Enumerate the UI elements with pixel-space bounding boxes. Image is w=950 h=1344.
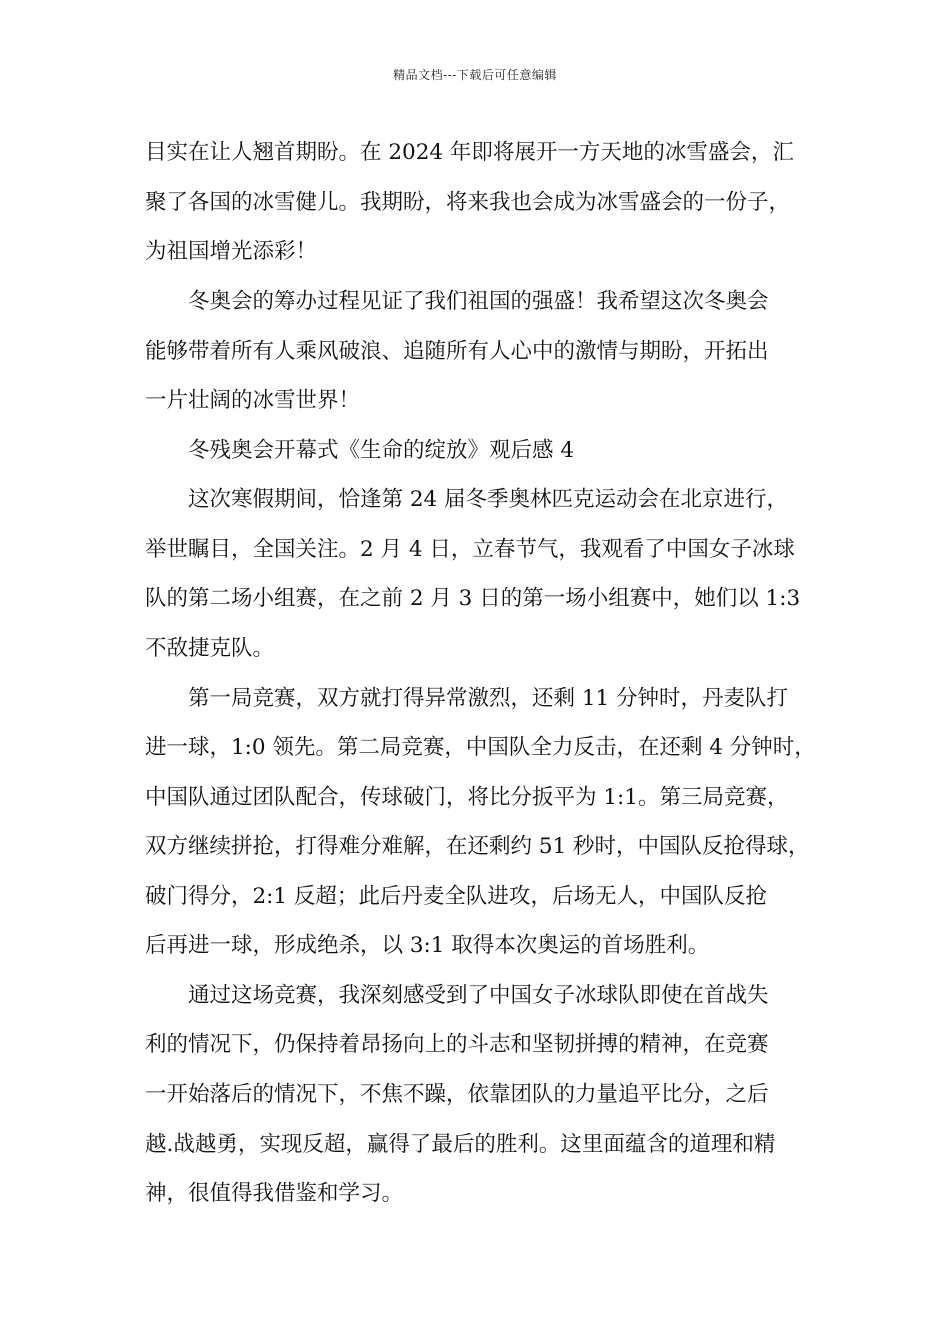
text-line: 不敌捷克队。 bbox=[145, 636, 275, 661]
text-line: 破门得分，2:1 反超；此后丹麦全队进攻，后场无人，中国队反抢 bbox=[145, 884, 767, 909]
text-line: 这次寒假期间，恰逢第 24 届冬季奥林匹克运动会在北京进行， bbox=[188, 487, 789, 512]
text-line: 神，很值得我借鉴和学习。 bbox=[145, 1181, 404, 1206]
text-line: 一开始落后的情况下，不焦不躁，依靠团队的力量追平比分，之后 bbox=[145, 1082, 769, 1107]
text-line: 为祖国增光添彩！ bbox=[145, 239, 318, 264]
section-heading: 冬残奥会开幕式《生命的绽放》观后感 4 bbox=[188, 438, 575, 463]
text-line: 中国队通过团队配合，传球破门，将比分扳平为 1:1。第三局竞赛， bbox=[145, 785, 789, 810]
text-line: 利的情况下，仍保持着昂扬向上的斗志和坚韧拼搏的精神，在竞赛 bbox=[145, 1032, 769, 1057]
text-line: 后再进一球，形成绝杀，以 3:1 取得本次奥运的首场胜利。 bbox=[145, 933, 710, 958]
text-line: 通过这场竞赛，我深刻感受到了中国女子冰球队即使在首战失 bbox=[188, 983, 769, 1008]
text-line: 能够带着所有人乘风破浪、追随所有人心中的激情与期盼，开拓出 bbox=[145, 339, 769, 364]
text-line: 队的第二场小组赛，在之前 2 月 3 日的第一场小组赛中，她们以 1:3 bbox=[145, 586, 801, 611]
text-line: 进一球，1:0 领先。第二局竞赛，中国队全力反击，在还剩 4 分钟时， bbox=[145, 735, 816, 760]
text-line: 越.战越勇，实现反超，赢得了最后的胜利。这里面蕴含的道理和精 bbox=[145, 1132, 776, 1157]
page-header: 精品文档---下载后可任意编辑 bbox=[393, 68, 557, 82]
text-line: 一片壮阔的冰雪世界！ bbox=[145, 388, 361, 413]
text-line: 举世瞩目，全国关注。2 月 4 日，立春节气，我观看了中国女子冰球 bbox=[145, 537, 795, 562]
text-line: 冬奥会的筹办过程见证了我们祖国的强盛！我希望这次冬奥会 bbox=[188, 289, 769, 314]
text-line: 聚了各国的冰雪健儿。我期盼，将来我也会成为冰雪盛会的一份子， bbox=[145, 190, 791, 215]
text-line: 第一局竞赛，双方就打得异常激烈，还剩 11 分钟时，丹麦队打 bbox=[188, 686, 789, 711]
text-line: 目实在让人翘首期盼。在 2024 年即将展开一方天地的冰雪盛会，汇 bbox=[145, 140, 794, 165]
text-line: 双方继续拼抢，打得难分难解，在还剩约 51 秒时，中国队反抢得球， bbox=[145, 834, 810, 859]
